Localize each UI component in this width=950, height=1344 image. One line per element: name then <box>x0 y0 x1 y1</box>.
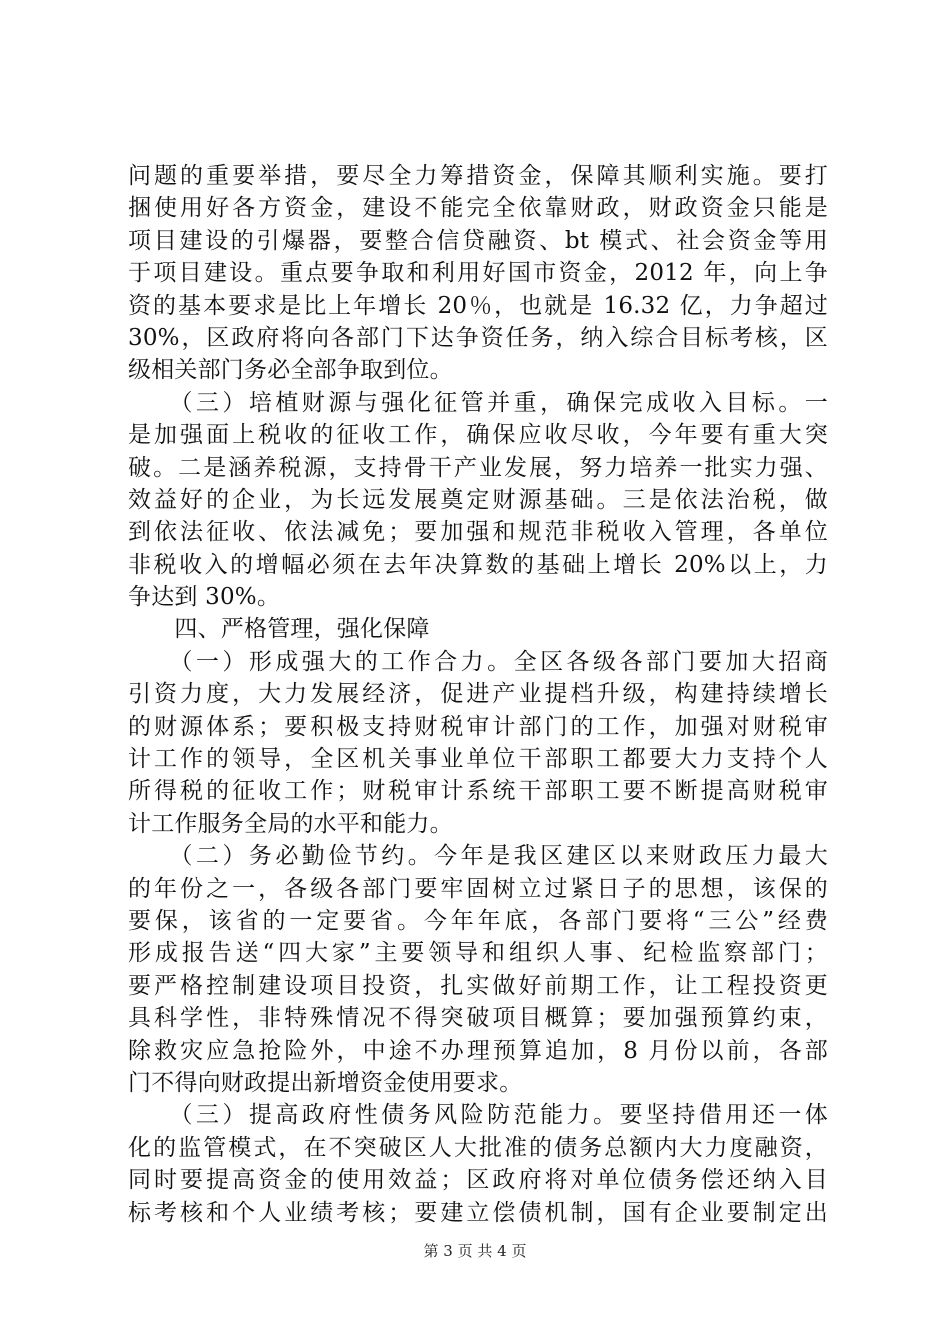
text-line: 级相关部门务必全部争取到位。 <box>128 357 453 384</box>
text-line: 的财源体系；要积极支持财税审计部门的工作，加强对财税审 <box>128 713 828 740</box>
text-line: 项目建设的引爆器，要整合信贷融资、bt 模式、社会资金等用 <box>128 227 828 254</box>
text-line: 30%，区政府将向各部门下达争资任务，纳入综合目标考核，区 <box>128 324 828 351</box>
text-line: 争达到 30%。 <box>128 584 281 611</box>
text-line: 捆使用好各方资金，建设不能完全依靠财政，财政资金只能是 <box>128 195 828 222</box>
text-line: 到依法征收、依法减免；要加强和规范非税收入管理，各单位 <box>128 519 828 546</box>
text-line: 门不得向财政提出新增资金使用要求。 <box>128 1069 523 1096</box>
text-line: 具科学性，非特殊情况不得突破项目概算；要加强预算约束， <box>128 1005 828 1032</box>
section-heading: 四、严格管理，强化保障 <box>128 616 430 643</box>
text-line: 同时要提高资金的使用效益；区政府将对单位债务偿还纳入目 <box>128 1167 828 1194</box>
body-text <box>128 160 828 1229</box>
text-line: 标考核和个人业绩考核；要建立偿债机制，国有企业要制定出 <box>128 1199 828 1226</box>
text-line: 非税收入的增幅必须在去年决算数的基础上增长 20%以上，力 <box>128 551 828 578</box>
page-number-footer: 第 3 页 共 4 页 <box>423 1242 527 1260</box>
text-line: 要保，该省的一定要省。今年年底，各部门要将“三公”经费 <box>128 907 828 934</box>
text-line: （三）培植财源与强化征管并重，确保完成收入目标。一 <box>128 389 828 416</box>
text-line: （三）提高政府性债务风险防范能力。要坚持借用还一体 <box>128 1102 828 1129</box>
text-line: 要严格控制建设项目投资，扎实做好前期工作，让工程投资更 <box>128 972 828 999</box>
text-line: 问题的重要举措，要尽全力筹措资金，保障其顺利实施。要打 <box>128 163 828 189</box>
text-line: 资的基本要求是比上年增长 20％，也就是 16.32 亿，力争超过 <box>128 292 828 319</box>
text-line: 化的监管模式，在不突破区人大批准的债务总额内大力度融资， <box>128 1134 828 1161</box>
text-line: 于项目建设。重点要争取和利用好国市资金，2012 年，向上争 <box>128 260 828 287</box>
text-line: 引资力度，大力发展经济，促进产业提档升级，构建持续增长 <box>128 681 828 708</box>
text-line: 破。二是涵养税源，支持骨干产业发展，努力培养一批实力强、 <box>128 454 828 481</box>
text-line: 形成报告送“四大家”主要领导和组织人事、纪检监察部门； <box>128 940 828 967</box>
text-line: 所得税的征收工作；财税审计系统干部职工要不断提高财税审 <box>128 778 828 805</box>
text-line: 是加强面上税收的征收工作，确保应收尽收，今年要有重大突 <box>128 422 828 449</box>
text-line: 的年份之一，各级各部门要牢固树立过紧日子的思想，该保的 <box>128 875 828 902</box>
text-line: （二）务必勤俭节约。今年是我区建区以来财政压力最大 <box>128 843 828 870</box>
text-line: （一）形成强大的工作合力。全区各级各部门要加大招商 <box>128 648 828 675</box>
text-line: 计工作服务全局的水平和能力。 <box>128 810 453 837</box>
text-line: 效益好的企业，为长远发展奠定财源基础。三是依法治税，做 <box>128 486 828 513</box>
text-line: 除救灾应急抢险外，中途不办理预算追加，8 月份以前，各部 <box>128 1037 828 1064</box>
text-line: 计工作的领导，全区机关事业单位干部职工都要大力支持个人 <box>128 746 828 773</box>
